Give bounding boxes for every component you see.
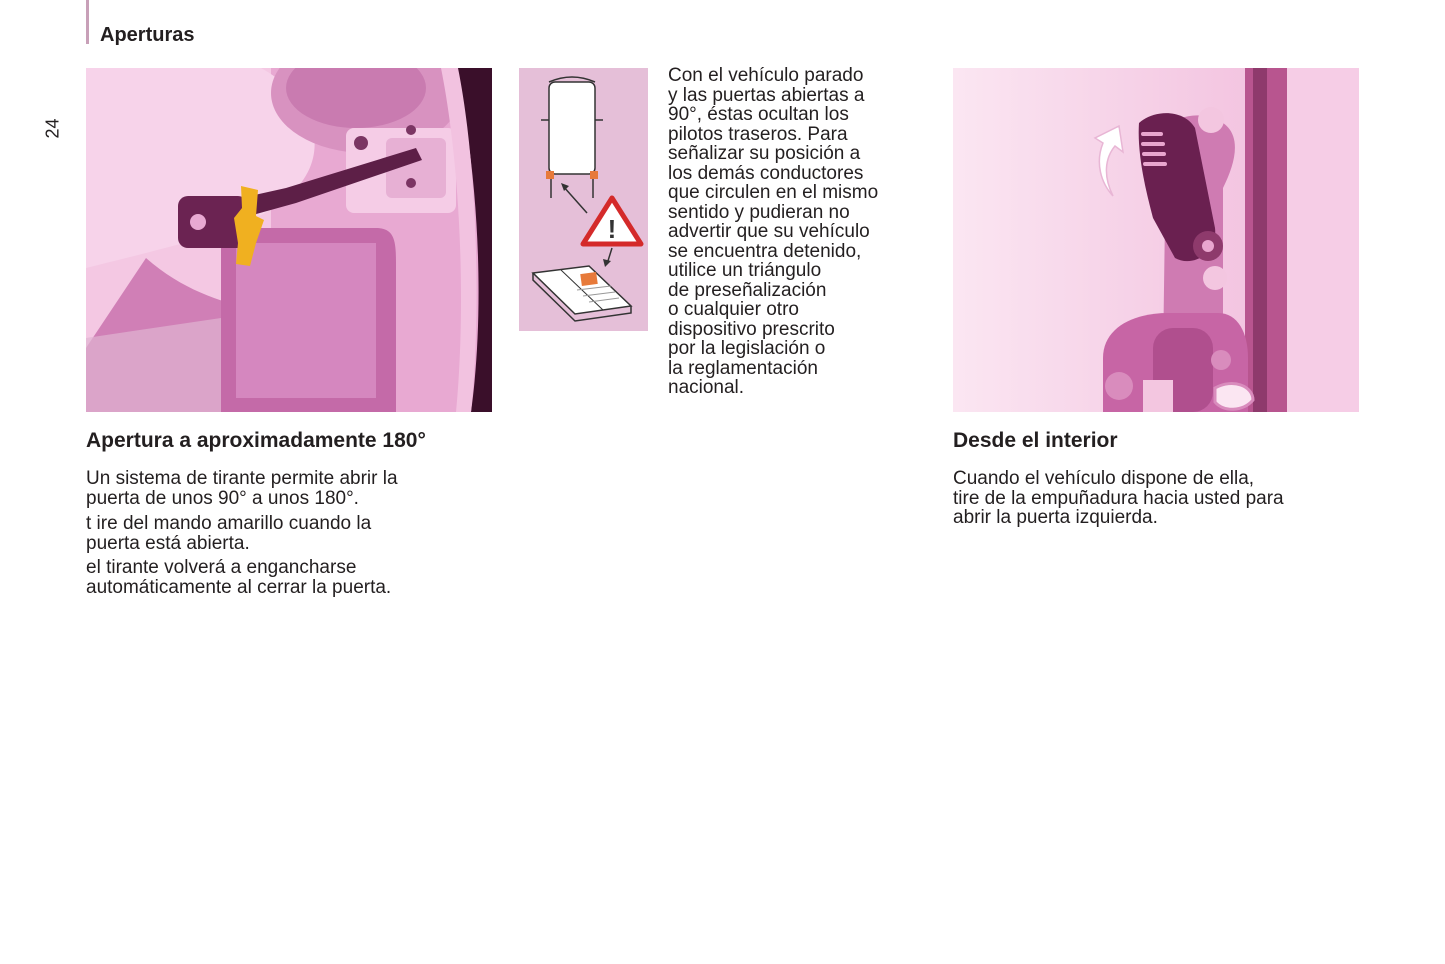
- door-strap-illustration: [86, 68, 492, 412]
- warning-line: de preseñalización: [668, 279, 827, 301]
- text-line: abrir la puerta izquierda.: [953, 507, 1158, 528]
- auto-rehook-note: [86, 558, 391, 597]
- warning-line: o cualquier otro: [668, 299, 799, 320]
- warning-line: la reglamentación: [668, 357, 818, 379]
- text-line: tire de la empuñadura hacia usted para: [953, 487, 1284, 509]
- svg-text:!: !: [607, 214, 617, 244]
- warning-line: dispositivo prescrito: [668, 318, 835, 340]
- text-line: Un sistema de tirante permite abrir la: [86, 468, 398, 489]
- text-line: t ire del mando amarillo cuando la: [86, 513, 372, 534]
- text-line: puerta de unos 90° a unos 180°.: [86, 487, 359, 509]
- text-line: automáticamente al cerrar la puerta.: [86, 576, 392, 598]
- interior-handle-instruction: [953, 469, 1284, 528]
- warning-line: los demás conductores: [668, 162, 864, 184]
- section-title: Aperturas: [100, 24, 195, 46]
- pull-yellow-control-instruction: [86, 514, 371, 553]
- warning-text: [668, 66, 938, 398]
- text-line: Cuando el vehículo dispone de ella,: [953, 468, 1255, 489]
- warning-line: advertir que su vehículo: [668, 221, 870, 242]
- warning-line: nacional.: [668, 377, 745, 398]
- text-line: puerta está abierta.: [86, 532, 250, 554]
- warning-line: sentido y pudieran no: [668, 201, 850, 223]
- warning-line: pilotos traseros. Para: [668, 123, 848, 145]
- warning-line: 90°, éstas ocultan los: [668, 104, 849, 125]
- strap-description: [86, 469, 398, 508]
- warning-line: se encuentra detenido,: [668, 240, 862, 262]
- warning-line: utilice un triángulo: [668, 260, 822, 281]
- section-heading-180: Apertura a aproximadamente 180°: [86, 429, 426, 452]
- warning-line: por la legislación o: [668, 338, 826, 359]
- warning-pictogram: [519, 68, 648, 331]
- page-number: 24: [42, 118, 63, 139]
- warning-line: y las puertas abiertas a: [668, 84, 865, 106]
- text-line: el tirante volverá a engancharse: [86, 557, 357, 578]
- warning-line: Con el vehículo parado: [668, 65, 864, 86]
- section-heading-interior: Desde el interior: [953, 429, 1118, 452]
- section-marker: [86, 0, 89, 44]
- warning-line: señalizar su posición a: [668, 143, 861, 164]
- warning-line: que circulen en el mismo: [668, 182, 879, 203]
- interior-handle-illustration: [953, 68, 1359, 412]
